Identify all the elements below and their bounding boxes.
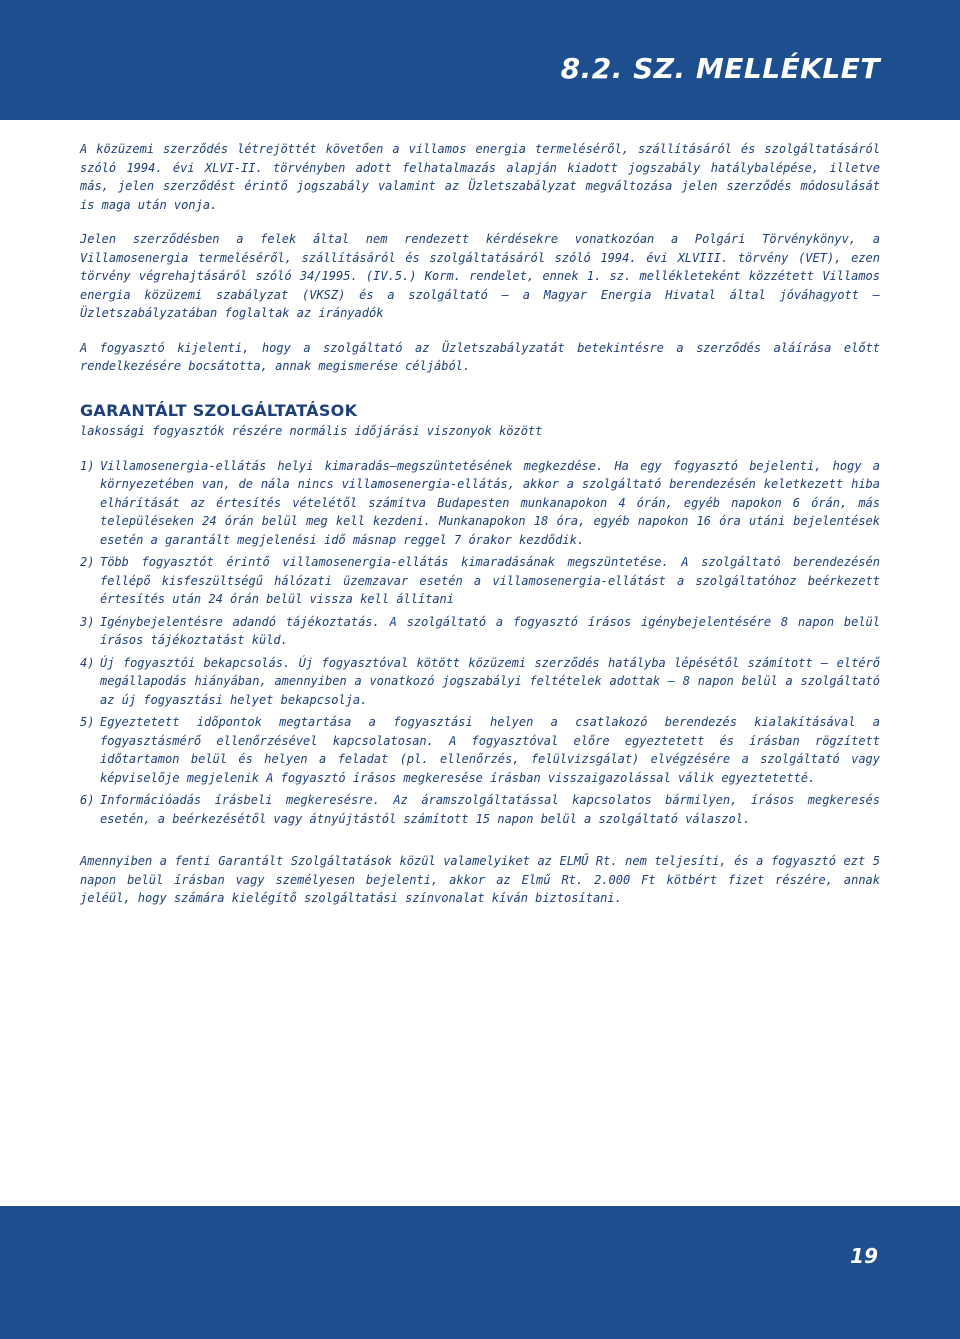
item-number: 1) — [80, 458, 95, 473]
item-number: 5) — [80, 715, 95, 729]
item-heading: Igénybejelentésre adandó tájékoztatás. — [100, 614, 380, 629]
item-number: 2) — [80, 555, 95, 569]
guaranteed-services-list — [80, 457, 880, 829]
item-number: 3) — [80, 614, 95, 629]
item-text: A szolgáltató berendezésén fellépő kisfeszültségű hálózati üzemzavar esetén a villamosenergia-ellátást a szolgáltatóhoz beérkezett értesítés után 24 órán belül vissza kell állítani — [100, 555, 880, 606]
list-item — [80, 791, 880, 828]
document-body — [80, 140, 880, 924]
section-subtitle: lakossági fogyasztók részére normális időjárási viszonyok között — [80, 424, 543, 438]
page-title: 8.2. SZ. MELLÉKLET — [560, 52, 880, 85]
closing-paragraph: Amennyiben a fenti Garantált Szolgáltatások közül valamelyiket az ELMŰ Rt. nem teljesíti, és a fogyasztó ezt 5 napon belül írásban vagy személyesen bejelenti, akkor az Elmű Rt. 2.000 Ft kötbért fizet részére, annak jeléül, hogy számára kielégítő szolgáltatási színvonalat kíván biztosítani. — [80, 854, 880, 905]
item-number: 6) — [80, 793, 95, 807]
footer-band — [0, 1206, 960, 1339]
page-number: 19 — [850, 1244, 878, 1268]
list-item — [80, 713, 880, 787]
list-item — [80, 613, 880, 650]
item-text: Ha egy fogyasztó bejelenti, hogy a környezetében van, de nála nincs villamosenergia-ellátás, akkor a szolgáltató berendezésén keletkezett hiba elhárítását az értesítés vételétől számítva Budapesten munkanapokon 4 órán, egyéb napokon 6 órán, más településeken 24 órán belül meg kell kezdeni. Munkanapokon 18 óra, egyéb napokon 16 óra utáni bejelentések esetén a garantált megjelenési idő másnap reggel 7 órakor kezdődik. — [100, 458, 880, 547]
item-heading: Egyeztetett időpontok megtartása a fogyasztási helyen a csatlakozó berendezés kialakításával a fogyasztásmérő ellenőrzésével kapcsolatosan. — [100, 715, 880, 748]
intro-paragraph-3: A fogyasztó kijelenti, hogy a szolgáltató az Üzletszabályzatát betekintésre a szerződés aláírása előtt rendelkezésére bocsátotta, annak megismerése céljából. — [80, 340, 880, 373]
item-heading: Információadás írásbeli megkeresésre. — [100, 793, 380, 807]
list-item — [80, 553, 880, 609]
item-number: 4) — [80, 655, 95, 670]
item-text: A fogyasztóval előre egyeztetett és írásban rögzített időtartamon belül és helyen a feladat (pl. ellenőrzés, felülvizsgálat) elvégzésére a szolgáltató vagy képviselője megjelenik A fogyasztó írásos megkeresése írásban visszaigazolással válik egyeztetetté. — [100, 733, 880, 785]
item-text: A szolgáltató a fogyasztó írásos igénybejelentésére 8 napon belül írásos tájékoztatást küld. — [100, 614, 880, 647]
list-item — [80, 457, 880, 550]
section-title: GARANTÁLT SZOLGÁLTATÁSOK — [80, 400, 358, 420]
item-heading: Több fogyasztót érintő villamosenergia-ellátás kimaradásának megszüntetése. — [100, 555, 669, 569]
intro-paragraph-2: Jelen szerződésben a felek által nem rendezett kérdésekre vonatkozóan a Polgári Törvénykönyv, a Villamosenergia termeléséről, szállításáról és szolgáltatásáról szóló 1994. évi XLVIII. törvény (VET), ezen törvény végrehajtásáról szóló 34/1995. (IV.5.) Korm. rendelet, ennek 1. sz. mellékleteként közzétett Villamos energia közüzemi szabályzat (VKSZ) és a szolgáltató – a Magyar Energia Hivatal által jóváhagyott – Üzletszabályzatában foglaltak az irányadók — [80, 232, 880, 320]
intro-paragraph-1: A közüzemi szerződés létrejöttét követően a villamos energia termeléséről, szállításáról és szolgáltatásáról szóló 1994. évi XLVI-II. törvényben adott felhatalmazás alapján kiadott jogszabály hatálybalépése, illetve más, jelen szerződést érintő jogszabály valamint az Üzletszabályzat megváltozása jelen szerződés módosulását is maga után vonja. — [80, 142, 880, 212]
list-item — [80, 654, 880, 710]
item-text: Az áramszolgáltatással kapcsolatos bármilyen, írásos megkeresés esetén, a beérkezésétől vagy átnyújtástól számított 15 napon belül a szolgáltató válaszol. — [100, 793, 880, 826]
item-heading: Villamosenergia-ellátás helyi kimaradás–megszüntetésének megkezdése. — [100, 458, 604, 473]
item-heading: Új fogyasztói bekapcsolás. — [100, 655, 291, 670]
item-text: Új fogyasztóval kötött közüzemi szerződés hatályba lépésétől számított – eltérő megállapodás hiányában, amennyiben a vonatkozó jogszabályi feltételek adottak – 8 napon belül a szolgáltató az új fogyasztási helyet bekapcsolja. — [100, 655, 881, 707]
